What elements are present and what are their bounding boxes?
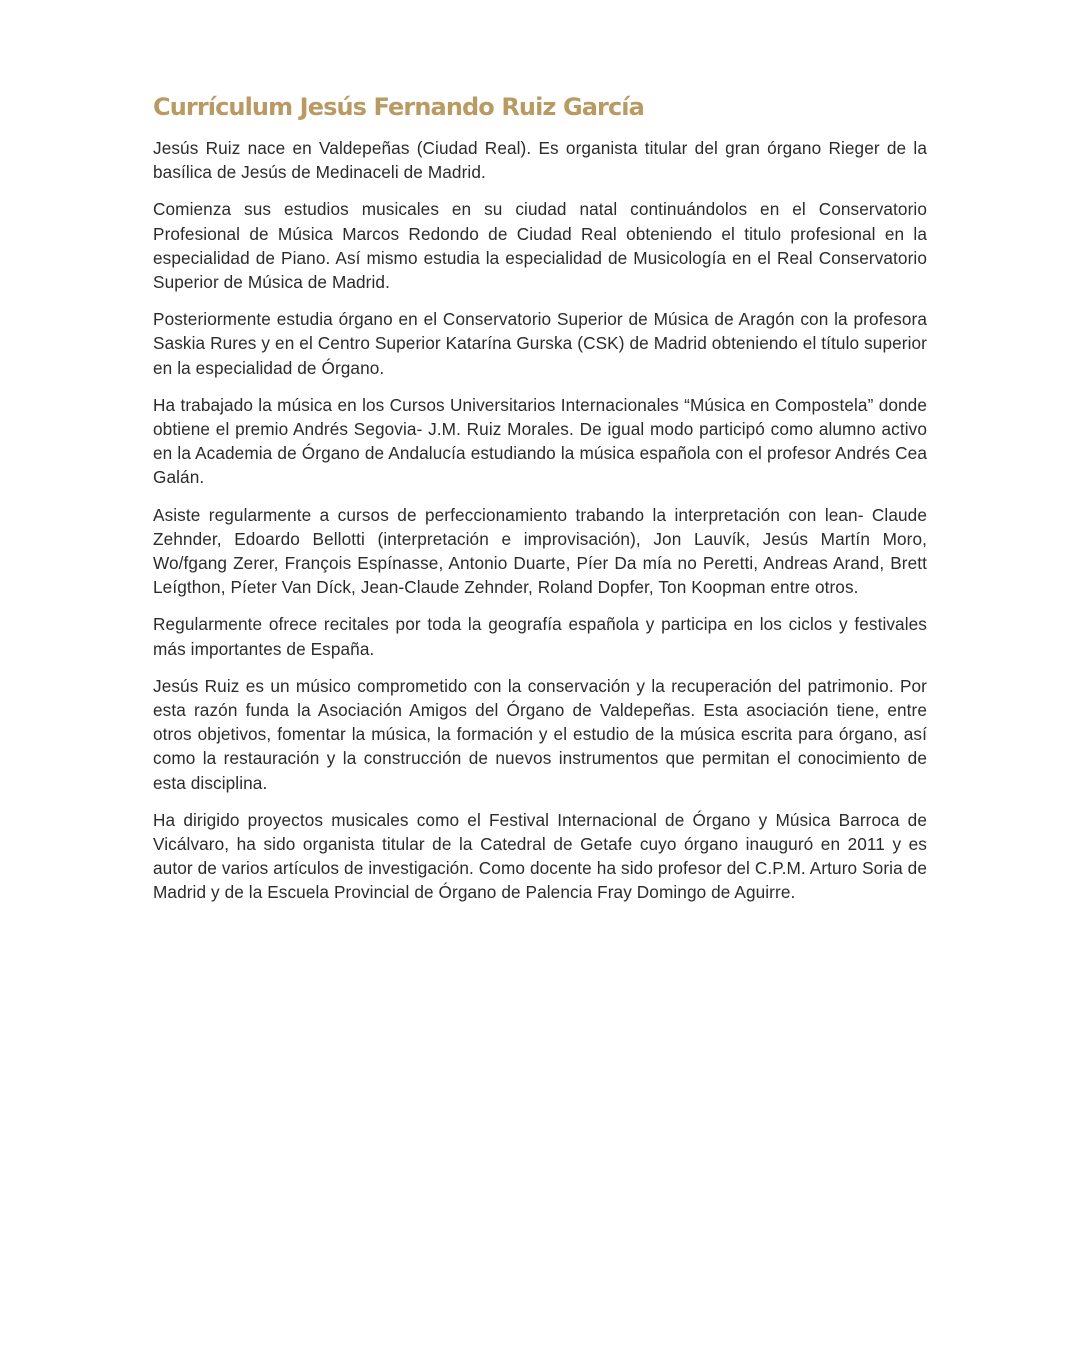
paragraph-organ-studies: Posteriormente estudia órgano en el Conservatorio Superior de Música de Aragón con la profesora Saskia Rures y en el Centro Superior Katarína Gurska (CSK) de Madrid obteniendo el título superior en la especialidad de Órgano. [153,309,927,378]
paragraph-recitals: Regularmente ofrece recitales por toda la geografía española y participa en los ciclos y festivales más importantes de España. [153,614,927,659]
paragraph-intro: Jesús Ruiz nace en Valdepeñas (Ciudad Real). Es organista titular del gran órgano Rieger de la basílica de Jesús de Medinaceli de Madrid. [153,138,927,183]
paragraph-studies: Comienza sus estudios musicales en su ciudad natal continuándolos en el Conservatorio Profesional de Música Marcos Redondo de Ciudad Real obteniendo el titulo profesional en la especialidad de Piano. Así mismo estudia la especialidad de Musicología en el Real Conservatorio Superior de Música de Madrid. [153,199,927,293]
paragraph-heritage: Jesús Ruiz es un músico comprometido con la conservación y la recuperación del patrimonio. Por esta razón funda la Asociación Amigos del Órgano de Valdepeñas. Esta asociación tiene, entre otros objetivos, fomentar la música, la formación y el estudio de la música escrita para órgano, así como la restauración y la construcción de nuevos instrumentos que permitan el conocimiento de esta disciplina. [153,675,927,793]
paragraph-masterclasses: Asiste regularmente a cursos de perfeccionamiento trabando la interpretación con lean- Claude Zehnder, Edoardo Bellotti (interpretación e improvisación), Jon Lauvík, Jesús Martín Moro, Wo/fgang Zerer, François Espínasse, Antonio Duarte, Píer Da mía no Peretti, Andreas Arand, Brett Leígthon, Píeter Van Díck, Jean-Claude Zehnder, Roland Dopfer, Ton Koopman entre otros. [153,504,927,598]
document-title: Currículum Jesús Fernando Ruiz García [153,93,644,121]
paragraph-courses: Ha trabajado la música en los Cursos Universitarios Internacionales “Música en Compostela” donde obtiene el premio Andrés Segovia- J.M. Ruiz Morales. De igual modo participó como alumno activo en la Academia de Órgano de Andalucía estudiando la música española con el profesor Andrés Cea Galán. [153,394,927,488]
cv-document [153,88,927,918]
paragraph-projects: Ha dirigido proyectos musicales como el Festival Internacional de Órgano y Música Barroca de Vicálvaro, ha sido organista titular de la Catedral de Getafe cuyo órgano inauguró en 2011 y es autor de varios artículos de investigación. Como docente ha sido profesor del C.P.M. Arturo Soria de Madrid y de la Escuela Provincial de Órgano de Palencia Fray Domingo de Aguirre. [153,809,927,903]
